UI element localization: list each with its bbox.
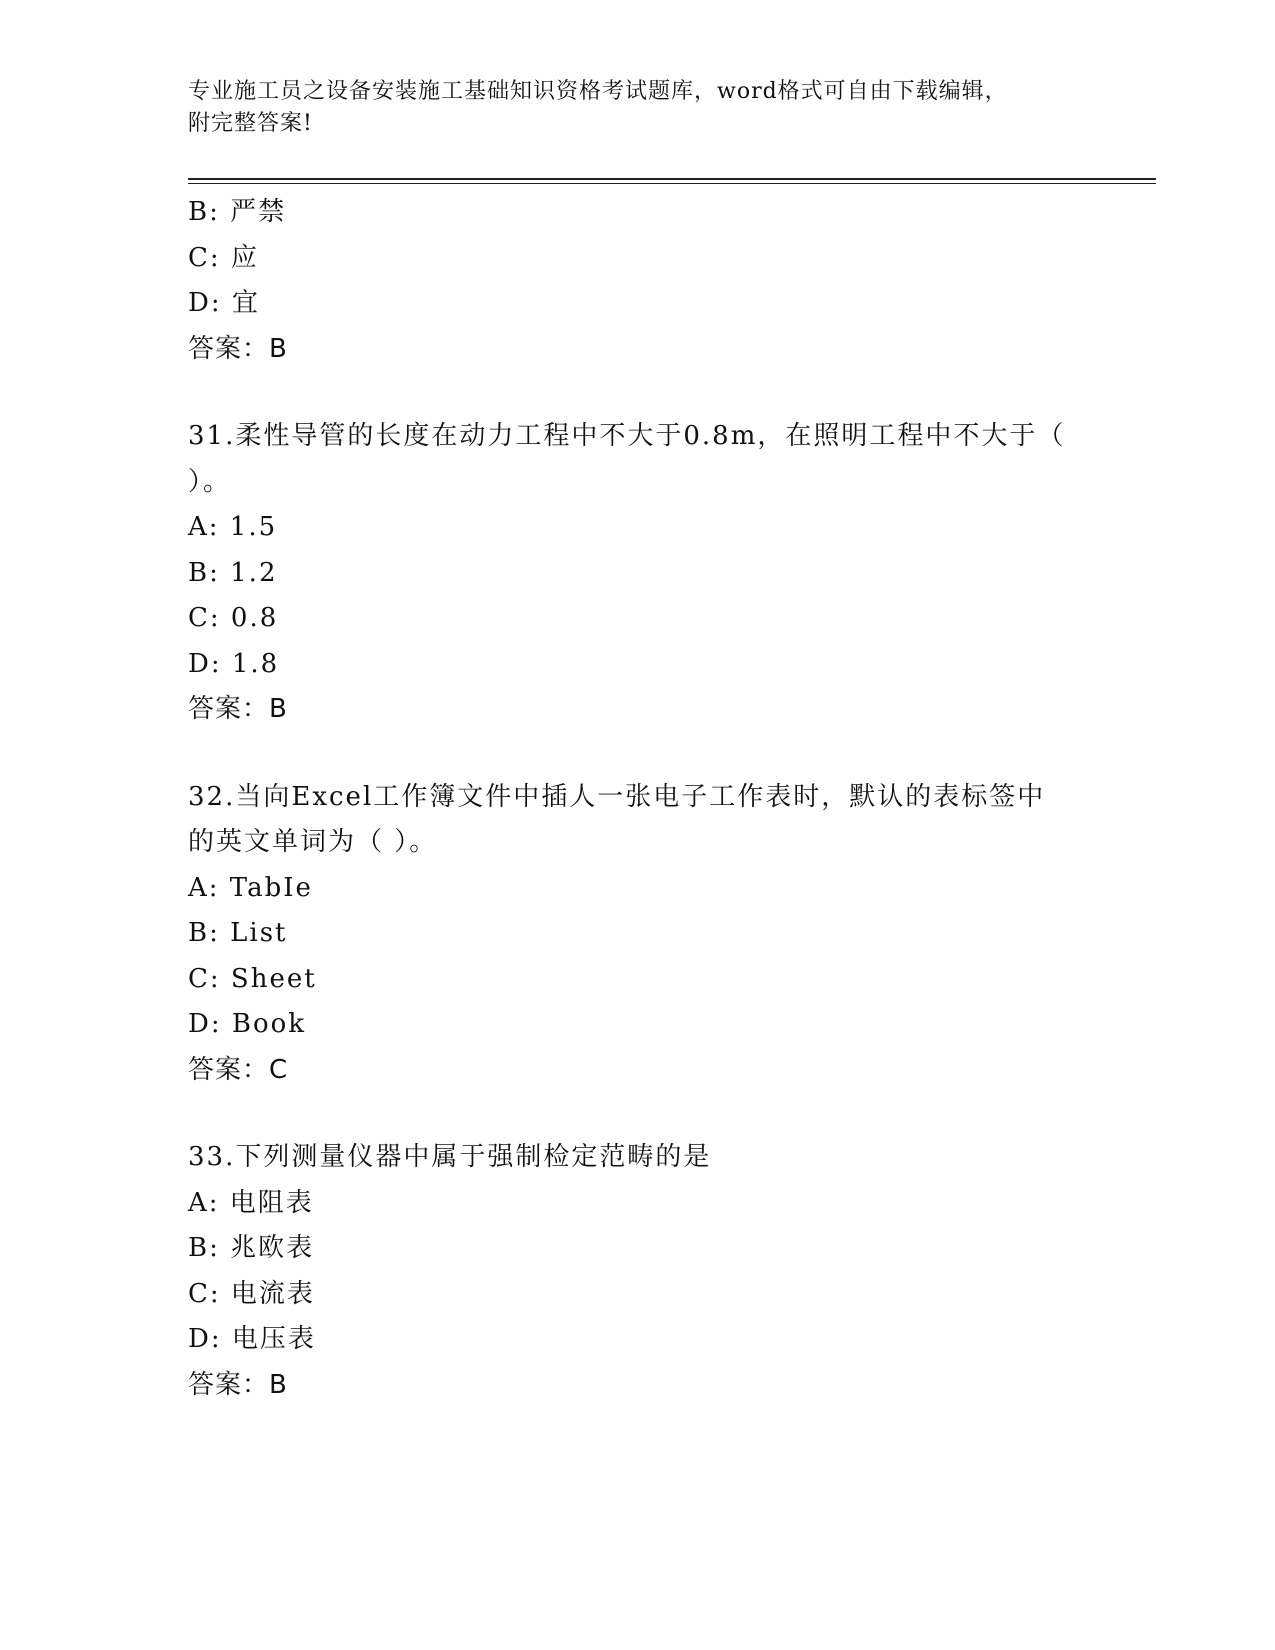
answer-label: 答案：B: [188, 694, 288, 724]
option-d: D: 宜: [188, 288, 260, 318]
question-stem: 32.当向Excel工作簿文件中插人一张电子工作表时，默认的表标签中: [188, 781, 1046, 812]
document-header: [188, 76, 1068, 140]
question-30-continued: [188, 190, 1088, 372]
question-stem: 31.柔性导管的长度在动力工程中不大于0.8m，在照明工程中不大于（: [188, 421, 1066, 451]
option-d: D: Book: [188, 1009, 307, 1039]
question-list: [188, 190, 1088, 1408]
option-c: C: 电流表: [188, 1278, 315, 1309]
option-a: A: 1.5: [188, 512, 278, 542]
spacer: [188, 733, 1088, 775]
question-stem-cont: ）。: [188, 466, 232, 497]
option-b: B: List: [188, 918, 288, 948]
option-c: C: 0.8: [188, 603, 279, 633]
option-c: C: 应: [188, 242, 259, 273]
option-b: B: 严禁: [188, 197, 287, 227]
question-stem-cont: 的英文单词为（ ）。: [188, 827, 438, 857]
header-line-2: 附完整答案!: [188, 111, 313, 136]
option-a: A: TabIe: [188, 872, 313, 903]
answer-label: 答案：C: [188, 1054, 289, 1085]
option-d: D: 1.8: [188, 648, 280, 679]
question-32: [188, 775, 1088, 1094]
spacer: [188, 1093, 1088, 1135]
answer-label: 答案：B: [188, 333, 288, 364]
option-a: A: 电阻表: [188, 1187, 314, 1218]
question-stem: 33.下列测量仪器中属于强制检定范畴的是: [188, 1142, 712, 1172]
option-b: B: 1.2: [188, 557, 278, 588]
header-rule-thin: [188, 183, 1156, 184]
option-c: C: Sheet: [188, 963, 317, 994]
answer-label: 答案：B: [188, 1369, 288, 1400]
header-rule-thick: [188, 178, 1156, 180]
option-d: D: 电压表: [188, 1324, 316, 1354]
question-31: [188, 414, 1088, 733]
option-b: B: 兆欧表: [188, 1233, 315, 1263]
spacer: [188, 372, 1088, 414]
header-line-1: 专业施工员之设备安装施工基础知识资格考试题库，word格式可自由下载编辑，: [188, 79, 1008, 104]
question-33: [188, 1135, 1088, 1408]
